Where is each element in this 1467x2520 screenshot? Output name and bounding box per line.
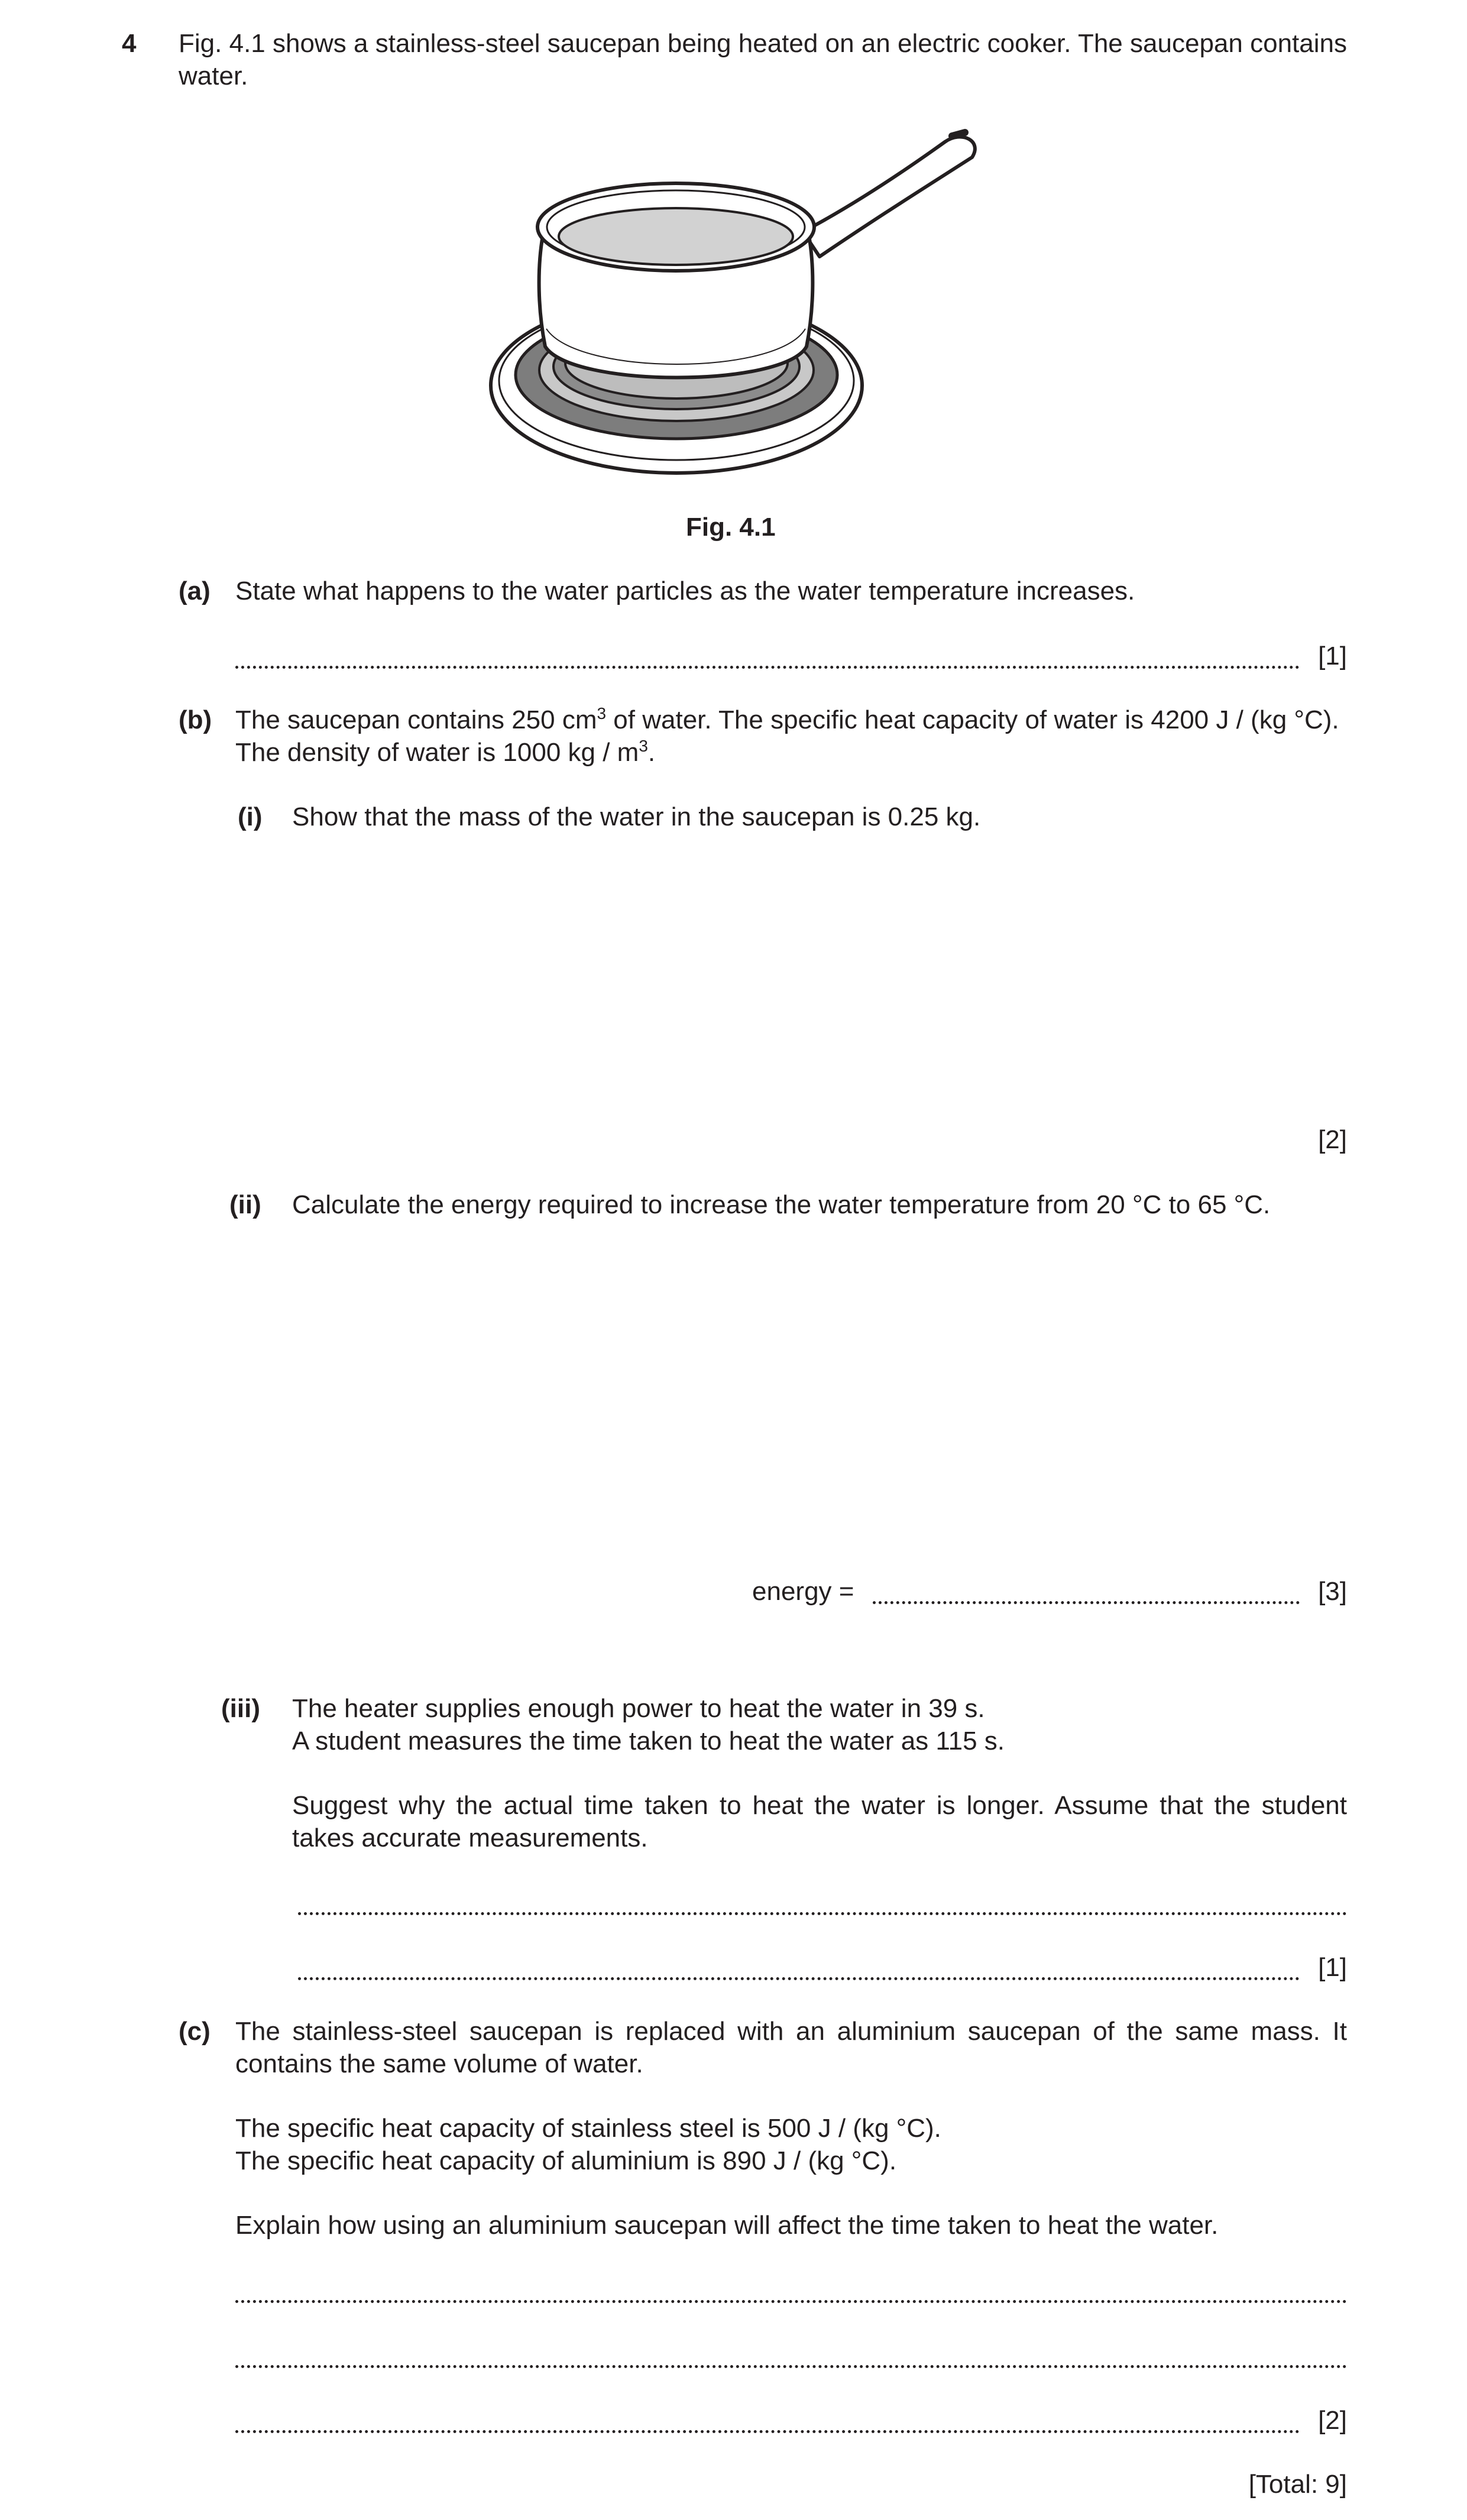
saucepan-figure bbox=[488, 116, 989, 482]
part-c-answer-line-3[interactable] bbox=[235, 2404, 1300, 2433]
figure-caption: Fig. 4.1 bbox=[686, 513, 776, 542]
part-b-iii-prompt: Suggest why the actual time taken to heat the water is longer. Assume that the student takes accurate measurements. bbox=[292, 1791, 1347, 1852]
part-b-ii-mark: [3] bbox=[1318, 1577, 1347, 1606]
part-b-iii-answer-line-2[interactable] bbox=[298, 1951, 1300, 1980]
part-b-ii-question: Calculate the energy required to increase the water temperature from 20 °C to 65 °C. bbox=[292, 1190, 1271, 1219]
part-b-iii-answer-line-1[interactable] bbox=[298, 1886, 1347, 1915]
part-c-prompt: Explain how using an aluminium saucepan will affect the time taken to heat the water. bbox=[235, 2211, 1219, 2240]
part-b-iii-line-1: The heater supplies enough power to heat the water in 39 s. bbox=[292, 1694, 985, 1723]
part-b-i-label: (i) bbox=[238, 802, 263, 831]
part-b-i-question: Show that the mass of the water in the saucepan is 0.25 kg. bbox=[292, 802, 981, 831]
question-intro: Fig. 4.1 shows a stainless-steel saucepan being heated on an electric cooker. The saucepan contains water. bbox=[179, 29, 1347, 90]
part-a-label: (a) bbox=[179, 576, 211, 605]
part-c-fact-steel: The specific heat capacity of stainless steel is 500 J / (kg °C). bbox=[235, 2114, 941, 2143]
part-a-question: State what happens to the water particles as the water temperature increases. bbox=[235, 576, 1135, 605]
total-marks: [Total: 9] bbox=[1248, 2470, 1347, 2499]
part-c-label: (c) bbox=[179, 2017, 211, 2046]
part-a-answer-line[interactable] bbox=[235, 640, 1300, 669]
part-b-ii-label: (ii) bbox=[229, 1190, 261, 1219]
part-b-iii-line-2: A student measures the time taken to heat the water as 115 s. bbox=[292, 1727, 1005, 1755]
part-b-line-1: The saucepan contains 250 $cm^3$ of water. The specific heat capacity of water is 4200 J / (kg °C). bbox=[235, 704, 1339, 734]
part-b-iii-label: (iii) bbox=[221, 1694, 260, 1723]
part-c-intro: The stainless-steel saucepan is replaced with an aluminium saucepan of the same mass. It contains the same volume of water. bbox=[235, 2017, 1347, 2078]
question-number: 4 bbox=[122, 29, 137, 58]
part-b-i-mark: [2] bbox=[1318, 1125, 1347, 1154]
part-a-mark: [1] bbox=[1318, 642, 1347, 671]
part-c-answer-line-1[interactable] bbox=[235, 2274, 1347, 2303]
part-c-answer-line-2[interactable] bbox=[235, 2339, 1347, 2368]
part-b-label: (b) bbox=[179, 705, 212, 734]
part-b-iii-mark: [1] bbox=[1318, 1953, 1347, 1982]
part-c-mark: [2] bbox=[1318, 2406, 1347, 2435]
energy-answer-label: energy = bbox=[752, 1577, 854, 1606]
energy-answer-line[interactable] bbox=[873, 1575, 1300, 1604]
part-c-fact-aluminium: The specific heat capacity of aluminium is 890 J / (kg °C). bbox=[235, 2146, 897, 2175]
part-b-line-2: The density of water is 1000 kg / $m^3$. bbox=[235, 737, 656, 767]
